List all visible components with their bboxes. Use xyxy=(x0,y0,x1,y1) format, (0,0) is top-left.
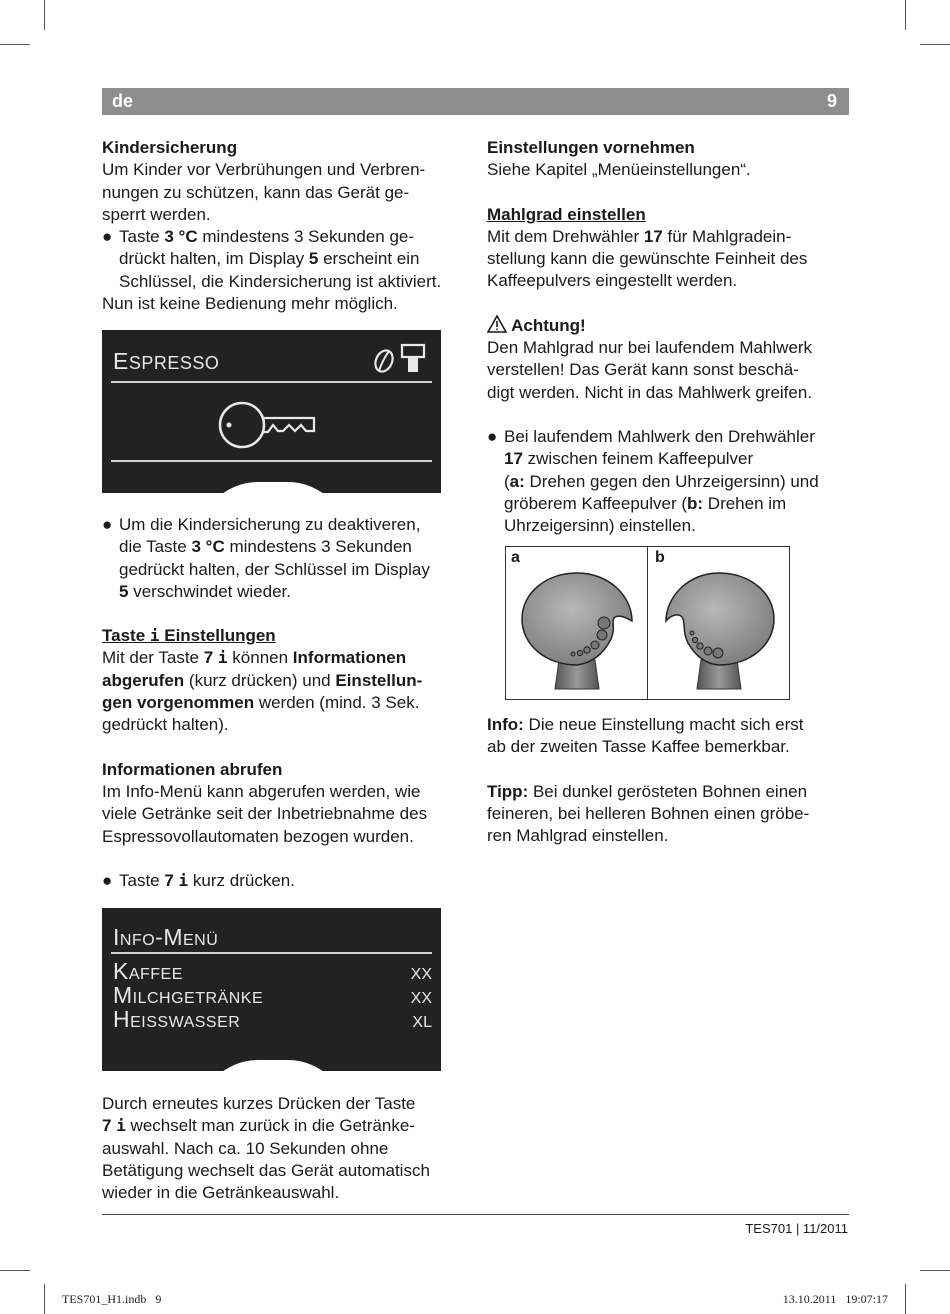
menu-row-value: xx xyxy=(410,982,432,1008)
menu-row-label: Heisswasser xyxy=(113,1006,241,1032)
key-icon xyxy=(216,400,320,450)
kindersicherung-after: Nun ist keine Bedienung mehr möglich. xyxy=(102,294,398,314)
tipp-note: Tipp: Bei dunkel gerösteten Bohnen einen feineren, bei helleren Bohnen einen gröbe- ren Mahlgrad einstellen. xyxy=(487,781,810,846)
label-a: a xyxy=(511,549,520,566)
achtung-text: Den Mahlgrad nur bei laufendem Mahlwerk verstellen! Das Gerät kann sonst beschä- digt werden. Nicht in das Mahlwerk greifen. xyxy=(487,338,813,402)
taste-einstellungen-text: Mit der Taste 7 i können Informationen abgerufen (kurz drücken) und Einstellun- gen vorgenommen werden (mind. 3 Sek. gedrückt halten). xyxy=(102,648,423,735)
display-info-menu xyxy=(102,908,441,1071)
bean-icon xyxy=(373,347,395,375)
menu-row-value: xl xyxy=(412,1006,432,1032)
kindersicherung-bullet: ● Taste 3 °C mindestens 3 Sekunden ge- drückt halten, im Display 5 erscheint ein Schlüssel, die Kindersicherung ist aktiviert. xyxy=(102,227,442,291)
menu-row xyxy=(113,958,432,982)
cup-icon xyxy=(399,343,427,375)
right-column xyxy=(487,137,852,537)
mahlgrad-text: Mit dem Drehwähler 17 für Mahlgradein- stellung kann die gewünschte Feinheit des Kaffeepulvers eingestellt werden. xyxy=(487,226,808,291)
crop-mark xyxy=(905,1284,906,1314)
language-label: de xyxy=(112,91,134,111)
display-title: ESPRESSO xyxy=(113,348,220,374)
menu-row xyxy=(113,1006,432,1030)
crop-mark xyxy=(905,0,906,30)
footer-model: TES701 | 11/2011 xyxy=(745,1221,848,1236)
deaktivieren-bullet: ● Um die Kindersicherung zu deaktiveren, die Taste 3 °C mindestens 3 Sekunden gedrückt halten, der Schlüssel im Display 5 verschwindet wieder. xyxy=(102,515,430,601)
kindersicherung-text: Um Kinder vor Verbrühungen und Verbren- nungen zu schützen, kann das Gerät ge- sperrt werden. xyxy=(102,160,426,224)
footer-rule xyxy=(102,1214,849,1215)
left-column-middle xyxy=(102,514,467,892)
left-column-top xyxy=(102,137,467,315)
right-column-bottom xyxy=(487,714,852,847)
einstellungen-text: Siehe Kapitel „Menüeinstellungen“. xyxy=(487,160,751,180)
achtung-heading: Achtung! xyxy=(487,315,852,337)
menu-row xyxy=(113,982,432,1006)
warning-icon xyxy=(487,315,507,333)
grinder-knob-icon-a xyxy=(514,565,640,693)
left-column-bottom xyxy=(102,1093,467,1204)
informationen-text: Im Info-Menü kann abgerufen werden, wie viele Getränke seit der Inbetriebnahme des Espressovollautomaten bezogen wurden. xyxy=(102,781,428,846)
informationen-heading: Informationen abrufen xyxy=(102,759,283,779)
page-number: 9 xyxy=(826,91,837,111)
mahlgrad-bullet: ● Bei laufendem Mahlwerk den Drehwähler 17 zwischen feinem Kaffeepulver (a: Drehen gegen den Uhrzeigersinn) und gröberem Kaffeepulver (b: Drehen im Uhrzeigersinn) einstellen. xyxy=(487,426,819,536)
grinder-knob-icon-b xyxy=(656,565,782,693)
taste-einstellungen-heading: Taste i Einstellungen xyxy=(102,626,276,646)
crop-mark xyxy=(44,0,45,30)
menu-row-label: Kaffee xyxy=(113,958,183,984)
slug-left: TES701_H1.indb 9 xyxy=(62,1292,162,1306)
einstellungen-heading: Einstellungen vornehmen xyxy=(487,138,695,157)
mahlgrad-heading: Mahlgrad einstellen xyxy=(487,204,646,224)
crop-mark xyxy=(44,1284,45,1314)
menu-row-label: Milchgetränke xyxy=(113,982,264,1008)
info-note: Info: Die neue Einstellung macht sich erst ab der zweiten Tasse Kaffee bemerkbar. xyxy=(487,715,804,757)
kindersicherung-heading: Kindersicherung xyxy=(102,138,238,157)
page-header xyxy=(102,88,849,115)
info-key-icon: i xyxy=(149,626,160,646)
crop-mark xyxy=(920,44,950,45)
info-bullet: ● Taste 7 i kurz drücken. xyxy=(102,870,295,890)
grinder-illustration xyxy=(505,546,790,700)
menu-title: Info-Menü xyxy=(113,924,219,950)
crop-mark xyxy=(0,1270,30,1271)
menu-row-value: xx xyxy=(410,958,432,984)
slug-right: 13.10.2011 19:07:17 xyxy=(782,1292,888,1306)
crop-mark xyxy=(0,44,30,45)
display-espresso xyxy=(102,330,441,493)
back-text: Durch erneutes kurzes Drücken der Taste 7 i wechselt man zurück in die Getränke- auswahl. Nach ca. 10 Sekunden ohne Betätigung wechselt das Gerät automatisch wieder in die Getränkeauswahl. xyxy=(102,1094,430,1203)
label-b: b xyxy=(655,549,665,566)
crop-mark xyxy=(920,1270,950,1271)
